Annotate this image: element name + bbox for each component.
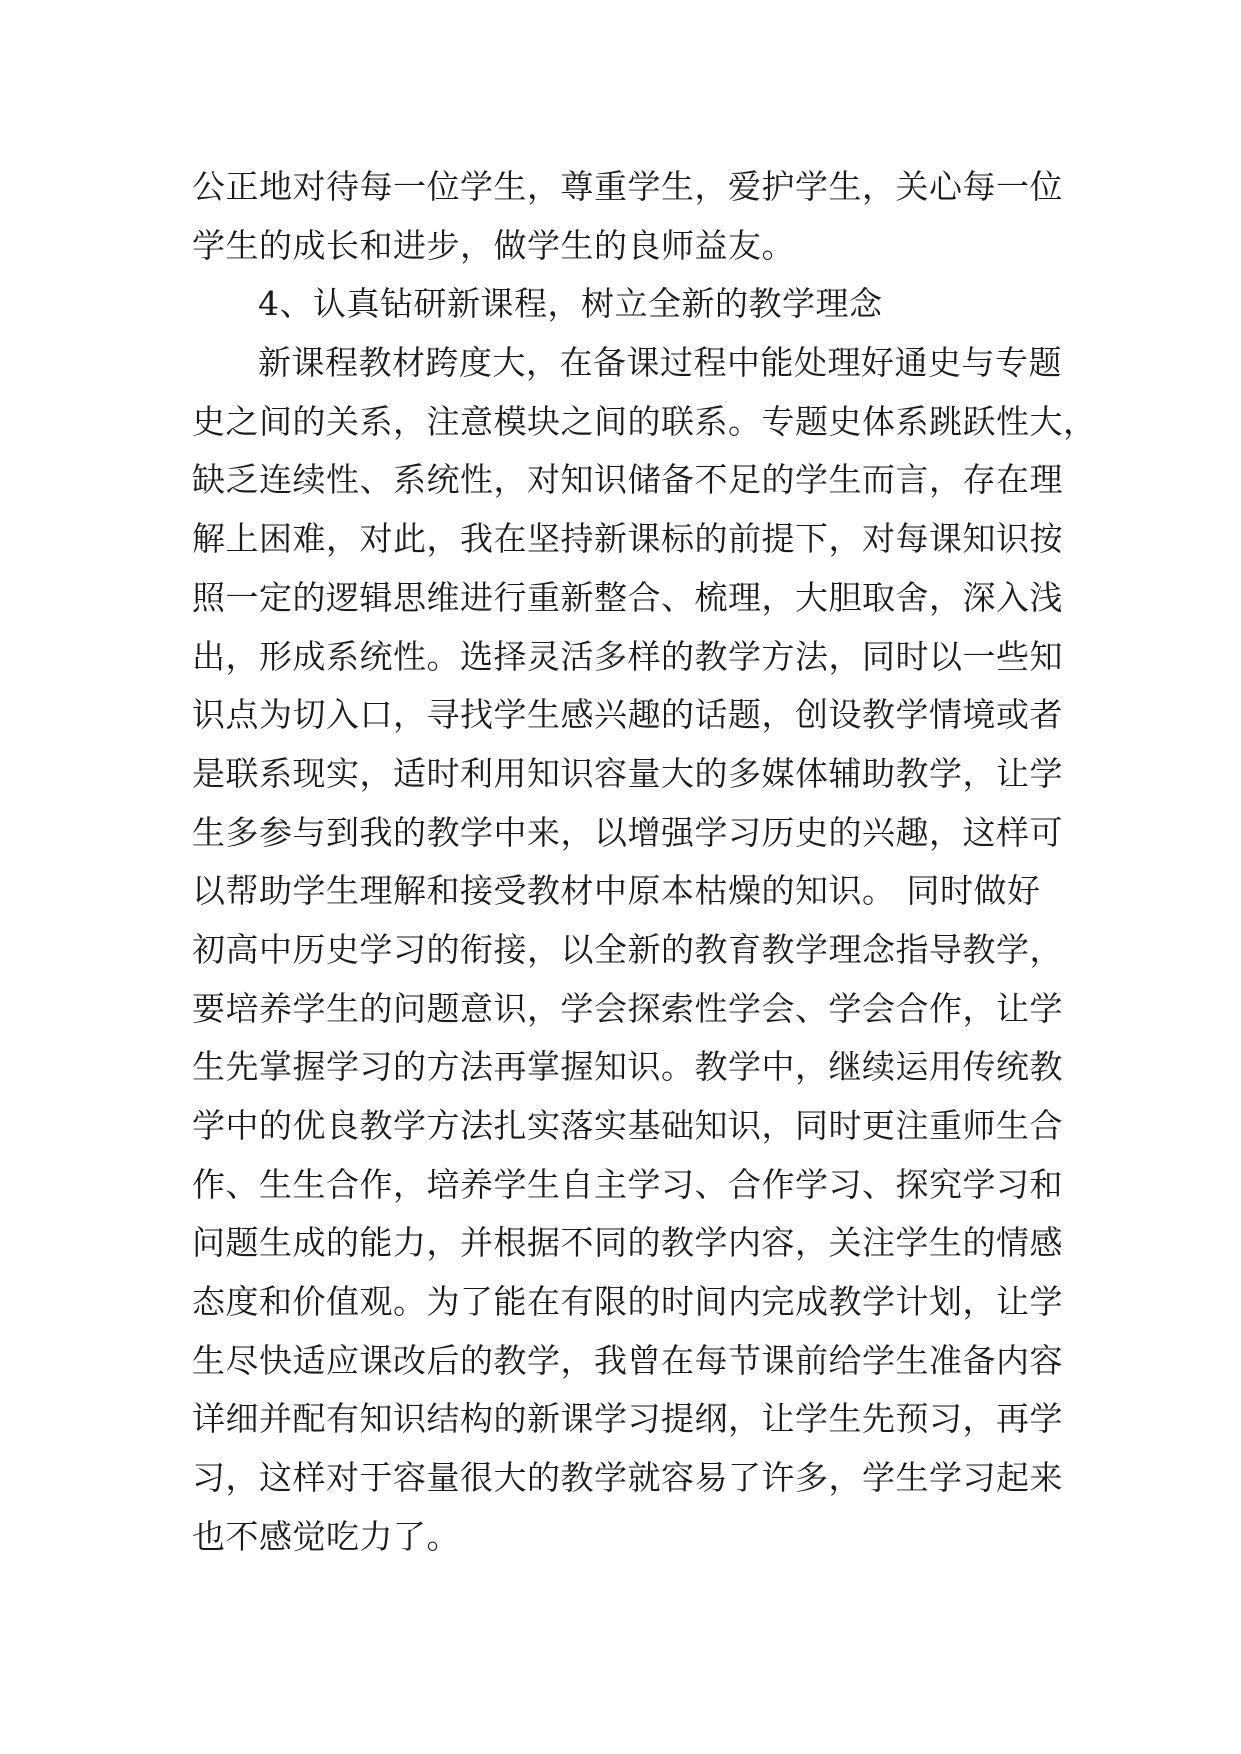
text-line: 照一定的逻辑思维进行重新整合、梳理，大胆取舍，深入浅 [192, 577, 1063, 617]
text-line: 问题生成的能力，并根据不同的教学内容，关注学生的情感 [192, 1223, 1063, 1263]
text-line-continued: 公正地对待每一位学生，尊重学生，爱护学生，关心每一位 [192, 167, 1063, 206]
text-line: 出，形成系统性。选择灵活多样的教学方法，同时以一些知 [192, 636, 1063, 676]
text-line: 解上困难，对此，我在坚持新课标的前提下，对每课知识按 [192, 519, 1063, 559]
text-line: 史之间的关系，注意模块之间的联系。专题史体系跳跃性大， [192, 401, 1097, 441]
text-line: 初高中历史学习的衔接，以全新的教育教学理念指导教学， [192, 929, 1063, 969]
text-line: 学生的成长和进步，做学生的良师益友。 [192, 225, 795, 265]
text-line: 生尽快适应课改后的教学，我曾在每节课前给学生准备内容 [192, 1340, 1063, 1380]
text-line: 识点为切入口，寻找学生感兴趣的话题，创设教学情境或者 [192, 695, 1063, 735]
text-line: 详细并配有知识结构的新课学习提纲，让学生先预习，再学 [192, 1399, 1063, 1439]
text-line: 学中的优良教学方法扎实落实基础知识，同时更注重师生合 [192, 1106, 1063, 1145]
text-line: 态度和价值观。为了能在有限的时间内完成教学计划，让学 [192, 1282, 1063, 1322]
text-line: 是联系现实，适时利用知识容量大的多媒体辅助教学，让学 [192, 753, 1063, 793]
text-line: 要培养学生的问题意识，学会探索性学会、学会合作，让学 [192, 988, 1063, 1028]
paragraph-first-line: 新课程教材跨度大，在备课过程中能处理好通史与专题 [258, 343, 1062, 383]
text-line: 以帮助学生理解和接受教材中原本枯燥的知识。 同时做好 [192, 871, 1041, 911]
section-heading: 4、认真钻研新课程，树立全新的教学理念 [258, 284, 883, 324]
paragraph-last-line: 也不感觉吃力了。 [192, 1516, 460, 1556]
text-line: 作、生生合作，培养学生自主学习、合作学习、探究学习和 [192, 1164, 1063, 1204]
text-line: 生多参与到我的教学中来，以增强学习历史的兴趣，这样可 [192, 812, 1063, 852]
text-line: 习，这样对于容量很大的教学就容易了许多，学生学习起来 [192, 1458, 1063, 1498]
text-line: 缺乏连续性、系统性，对知识储备不足的学生而言，存在理 [192, 460, 1063, 500]
text-line: 生先掌握学习的方法再掌握知识。教学中，继续运用传统教 [192, 1047, 1063, 1087]
body-text [192, 158, 1097, 1567]
